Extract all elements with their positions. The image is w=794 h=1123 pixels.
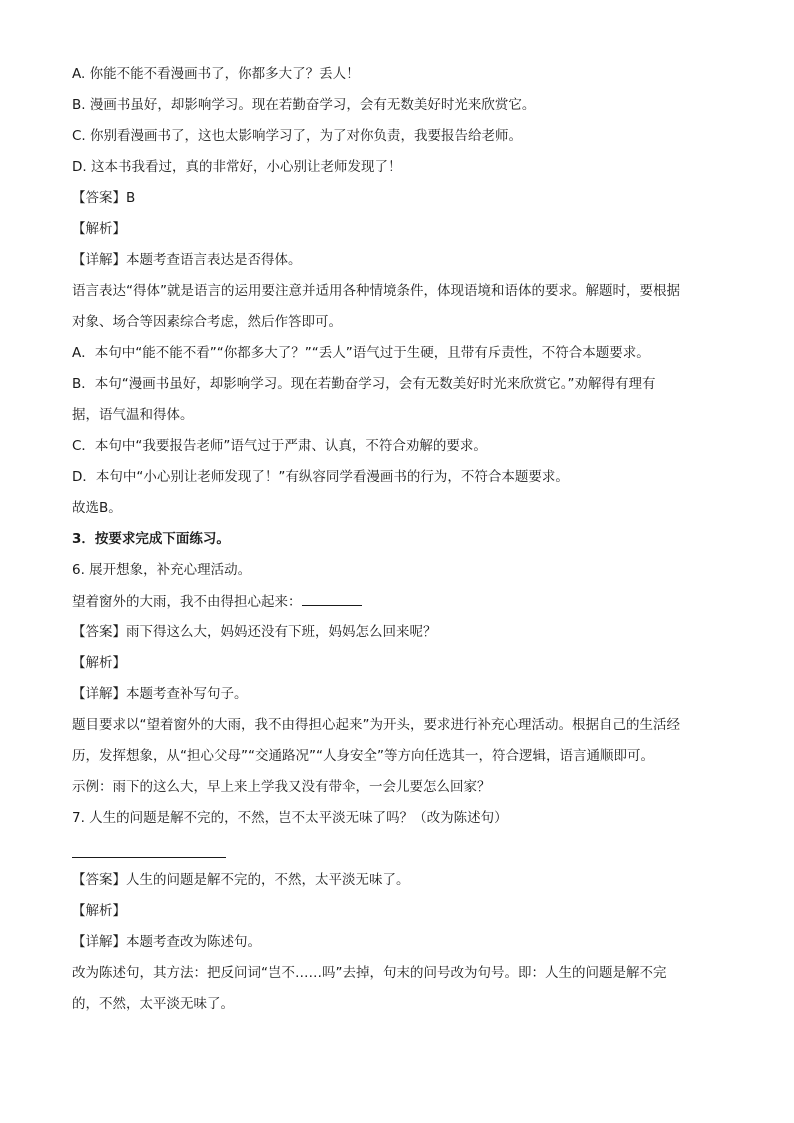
text-line [72,188,722,219]
text-line [72,777,722,808]
line-text: A．本句中“能不能不看”“你都多大了？”“丢人”语气过于生硬，且带有斥责性，不符合本题要求。 [72,345,650,361]
line-text: 6. 展开想象，补充心理活动。 [72,562,252,578]
line-text: B. 漫画书虽好，却影响学习。现在若勤奋学习，会有无数美好时光来欣赏它。 [72,97,536,113]
line-text: 【详解】本题考查补写句子。 [72,686,248,702]
line-text: 改为陈述句，其方法：把反问词“岂不……吗”去掉，句末的问号改为句号。即：人生的问题是解不完 [72,965,667,981]
text-line [72,591,722,622]
text-line [72,870,722,901]
answer-blank-line [72,839,722,870]
text-line [72,126,722,157]
line-text: 题目要求以“望着窗外的大雨，我不由得担心起来”为开头，要求进行补充心理活动。根据自己的生活经 [72,717,680,733]
line-text: 示例：雨下的这么大，早上来上学我又没有带伞，一会儿要怎么回家？ [72,779,491,795]
line-text: 【解析】 [72,903,126,919]
line-text: B．本句“漫画书虽好，却影响学习。现在若勤奋学习，会有无数美好时光来欣赏它。”劝解得有理有 [72,376,656,392]
line-text: A. 你能不能不看漫画书了，你都多大了？丢人！ [72,66,360,82]
section-heading [72,529,722,560]
text-line [72,405,722,436]
text-line [72,932,722,963]
text-line [72,994,722,1025]
line-text: 故选B。 [72,500,122,516]
line-text: C. 你别看漫画书了，这也太影响学习了，为了对你负责，我要报告给老师。 [72,128,523,144]
text-line [72,901,722,932]
text-line [72,684,722,715]
answer-underline [72,857,226,858]
text-line [72,219,722,250]
line-text: 3．按要求完成下面练习。 [72,531,230,547]
text-line [72,281,722,312]
text-line [72,963,722,994]
line-text: 【详解】本题考查改为陈述句。 [72,934,261,950]
text-line [72,250,722,281]
text-line [72,467,722,498]
text-line [72,746,722,777]
line-text: 【详解】本题考查语言表达是否得体。 [72,252,302,268]
line-text: 【解析】 [72,655,126,671]
text-line [72,64,722,95]
text-line [72,622,722,653]
line-text: 【答案】雨下得这么大，妈妈还没有下班，妈妈怎么回来呢？ [72,624,437,640]
text-line [72,95,722,126]
text-line [72,374,722,405]
fill-in-blank [302,591,362,606]
line-text: 据，语气温和得体。 [72,407,194,423]
document-page [72,64,722,1025]
text-line [72,343,722,374]
text-line [72,808,722,839]
text-line [72,715,722,746]
line-text: 历，发挥想象，从“担心父母”“交通路况”“人身安全”等方向任选其一，符合逻辑，语言通顺即可。 [72,748,654,764]
text-line [72,312,722,343]
line-text: 的，不然，太平淡无味了。 [72,996,234,1012]
line-text: 【解析】 [72,221,126,237]
line-text: C．本句中“我要报告老师”语气过于严肃、认真，不符合劝解的要求。 [72,438,487,454]
line-text: D．本句中“小心别让老师发现了！”有纵容同学看漫画书的行为，不符合本题要求。 [72,469,569,485]
line-text: 【答案】人生的问题是解不完的，不然，太平淡无味了。 [72,872,410,888]
line-text: 望着窗外的大雨，我不由得担心起来： [72,594,302,610]
text-line [72,653,722,684]
line-text: D. 这本书我看过，真的非常好，小心别让老师发现了！ [72,159,402,175]
line-text: 【答案】B [72,190,136,206]
line-text: 7. 人生的问题是解不完的，不然，岂不太平淡无味了吗？（改为陈述句） [72,810,508,826]
text-line [72,498,722,529]
line-text: 语言表达“得体”就是语言的运用要注意并适用各种情境条件，体现语境和语体的要求。解题时，要根据 [72,283,680,299]
text-line [72,560,722,591]
text-line [72,157,722,188]
line-text: 对象、场合等因素综合考虑，然后作答即可。 [72,314,342,330]
text-line [72,436,722,467]
